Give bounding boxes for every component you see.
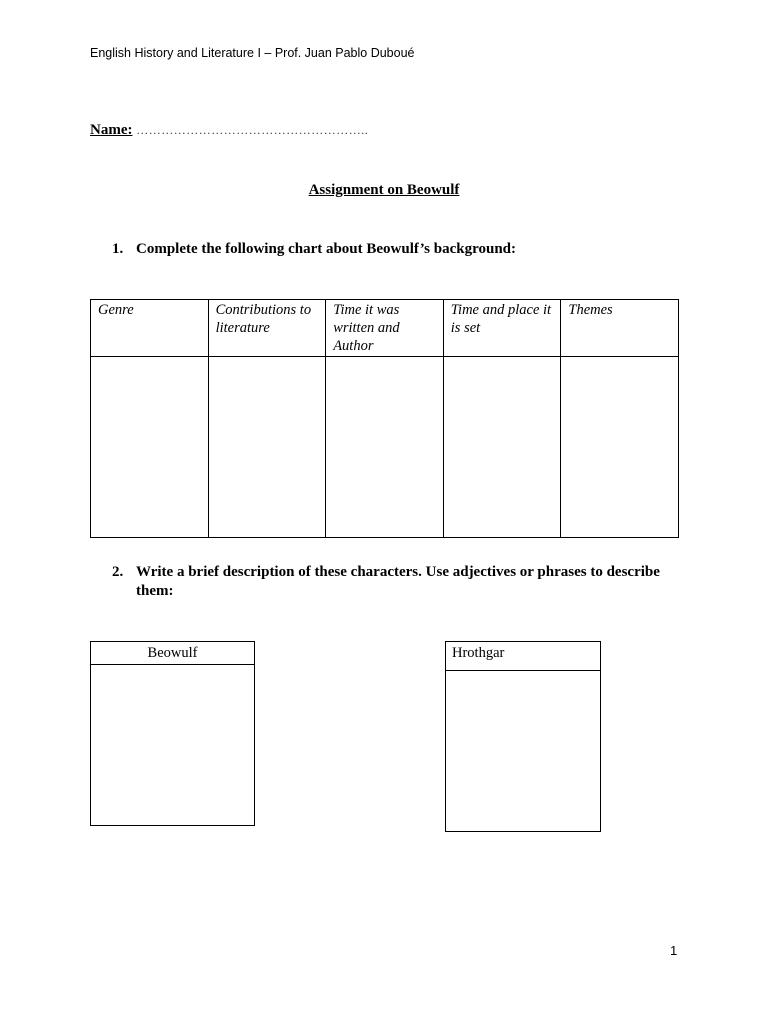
chart-header-genre: Genre [91,300,209,357]
chart-header-themes: Themes [561,300,679,357]
question-1 [112,240,672,259]
character-name-hrothgar: Hrothgar [446,642,600,671]
question-1-number: 1. [112,241,124,257]
answer-cell-contributions[interactable] [208,357,326,538]
name-blank-line: ……………………………………………….. [136,123,369,137]
question-1-text: Complete the following chart about Beowulf’s background: [136,241,517,257]
character-box-hrothgar [445,641,601,832]
name-label: Name: [90,122,133,138]
chart-header-row [91,300,679,357]
assignment-title: Assignment on Beowulf [308,182,460,198]
document-header: English History and Literature I – Prof. Juan Pablo Duboué [90,46,415,60]
chart-header-time-place: Time and place it is set [443,300,561,357]
chart-header-contributions: Contributions to literature [208,300,326,357]
character-name-beowulf: Beowulf [91,642,254,665]
name-field [90,122,368,139]
chart-answer-row [91,357,679,538]
character-box-beowulf [90,641,255,826]
background-chart [90,299,679,538]
page-number: 1 [670,943,678,958]
answer-cell-genre[interactable] [91,357,209,538]
question-2-text: Write a brief description of these characters. Use adjectives or phrases to describe them: [136,564,660,599]
chart-header-time-author: Time it was written and Author [326,300,444,357]
question-2 [112,563,672,601]
question-2-number: 2. [112,564,124,580]
answer-cell-time-place[interactable] [443,357,561,538]
answer-cell-themes[interactable] [561,357,679,538]
answer-cell-time-author[interactable] [326,357,444,538]
